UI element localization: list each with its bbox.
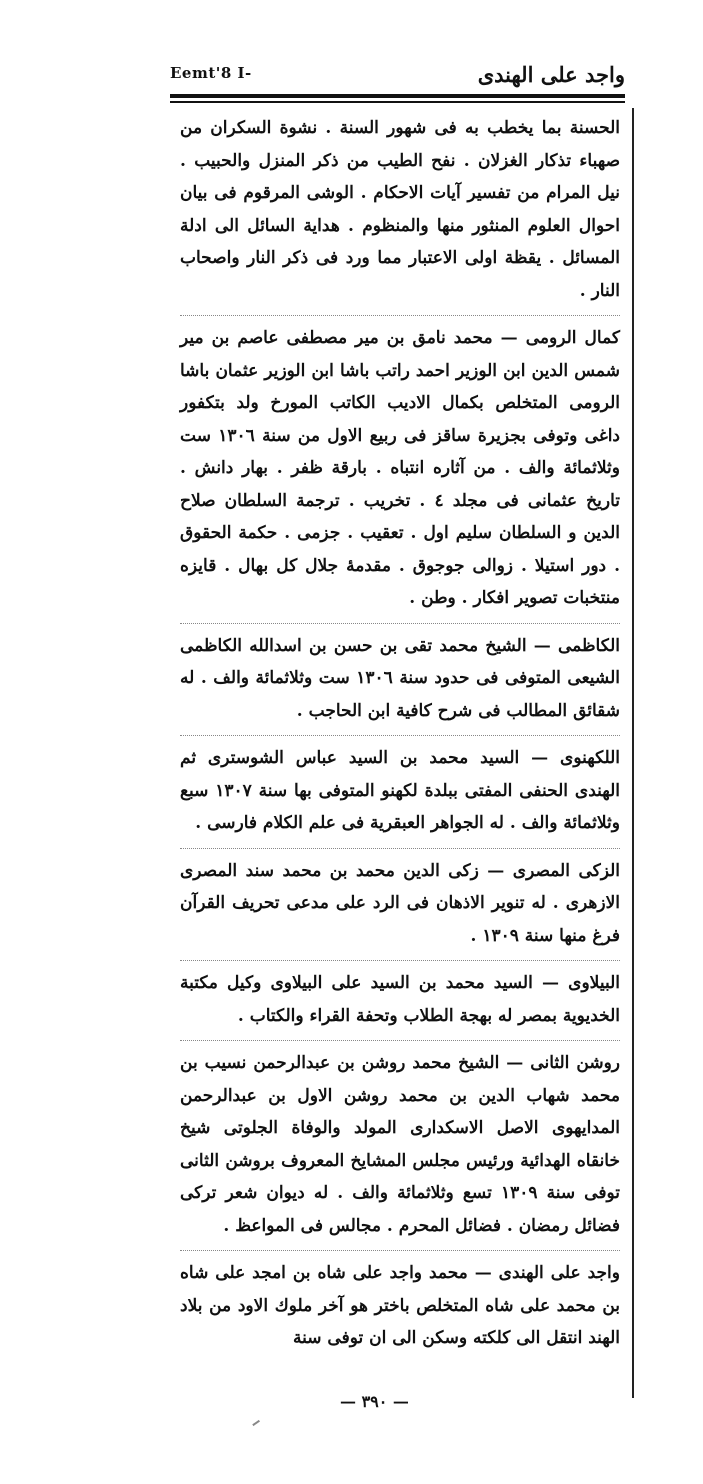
paragraph-4: اللكهنوى — السيد محمد بن السيد عباس الشوسترى ثم الهندى الحنفى المفتى ببلدة لكهنو المتوفى بها سنة ١٣٠٧ سبع وثلاثمائة والف . له الجواهر العبقرية فى علم الكلام فارسى .	[180, 742, 620, 849]
paragraph-1: الحسنة بما يخطب به فى شهور السنة . نشوة السكران من صهباء تذكار الغزلان . نفح الطيب من ذكر المنزل والحبيب . نيل المرام من تفسير آيات الاحكام . الوشى المرقوم فى بيان احوال العلوم المنثور منها والمنظوم . هداية السائل الى ادلة المسائل . يقظة اولى الاعتبار مما ورد فى ذكر النار واصحاب النار .	[180, 112, 620, 316]
page-header	[170, 58, 625, 94]
body-text	[180, 112, 620, 1369]
header-rule-thick	[170, 94, 625, 98]
paragraph-3: الكاظمى — الشيخ محمد تقى بن حسن بن اسدالله الكاظمى الشيعى المتوفى فى حدود سنة ١٣٠٦ ست وثلاثمائة والف . له شقائق المطالب فى شرح كافية ابن الحاجب .	[180, 630, 620, 737]
signature-mark: Eemt'8 I-	[170, 64, 252, 82]
paragraph-8: واجد على الهندى — محمد واجد على شاه بن امجد على شاه بن محمد على شاه المتخلص باختر هو آخر ملوك الاود من بلاد الهند انتقل الى كلكته وسكن الى ان توفى سنة	[180, 1263, 620, 1348]
paragraph-6: البيلاوى — السيد محمد بن السيد على البيلاوى وكيل مكتبة الخديوية بمصر له بهجة الطلاب وتحفة القراء والكتاب .	[180, 967, 620, 1041]
paragraph-5: الزكى المصرى — زكى الدين محمد بن محمد سند المصرى الازهرى . له تنوير الاذهان فى الرد على مدعى تحريف القرآن فرغ منها سنة ١٣٠٩ .	[180, 855, 620, 962]
header-rule-thin	[170, 101, 625, 103]
paragraph-7: روشن الثانى — الشيخ محمد روشن بن عبدالرحمن نسيب بن محمد شهاب الدين بن محمد روشن الاول بن عبدالرحمن المدايهوى الاصل الاسكدارى المولد والوفاة الجلوتى شيخ خانقاه الهدائية ورئيس مجلس المشايخ المعروف بروشن الثانى توفى سنة ١٣٠٩ تسع وثلاثمائة والف . له ديوان شعر تركى فضائل رمضان . فضائل المحرم . مجالس فى المواعظ .	[180, 1047, 620, 1251]
paragraph-2: كمال الرومى — محمد نامق بن مير مصطفى عاصم بن مير شمس الدين ابن الوزير احمد راتب باشا ابن الوزير عثمان باشا الرومى المتخلص بكمال الاديب الكاتب المورخ ولد بتكفور داغى وتوفى بجزيرة ساقز فى ربيع الاول من سنة ١٣٠٦ ست وثلاثمائة والف . من آثاره انتباه . بارقة ظفر . بهار دانش . تاريخ عثمانى فى مجلد ٤ . تخريب . ترجمة السلطان صلاح الدين و السلطان سليم اول . تعقيب . جزمى . حكمة الحقوق . دور استيلا . زوالى جوجوق . مقدمهٔ جلال كل بهال . قايزه منتخبات تصوير افكار . وطن .	[180, 322, 620, 624]
page-number: — ٣٩٠ —	[340, 1392, 409, 1411]
running-title: واجد على الهندى	[477, 62, 625, 87]
stray-mark	[252, 1420, 259, 1426]
margin-rule	[632, 108, 634, 1398]
